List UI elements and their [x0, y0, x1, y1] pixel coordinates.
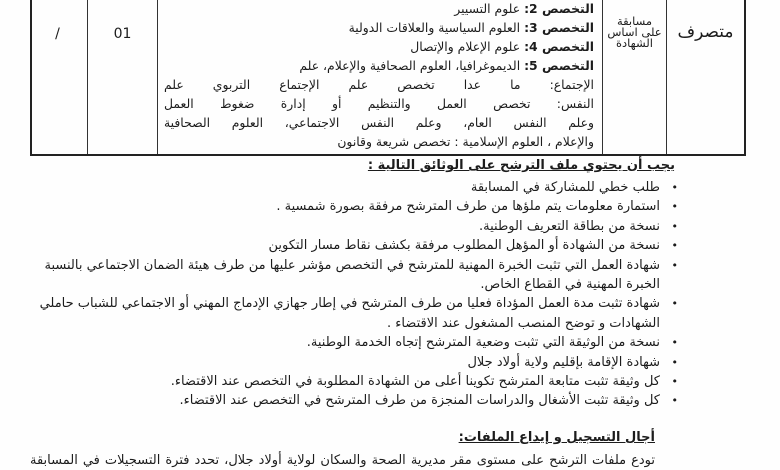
specialty-5: التخصص 5: الديموغرافيا، العلوم الصحافية والإعلام، علم — [299, 58, 594, 73]
list-item: • نسخة من الشهادة أو المؤهل المطلوب مرفقة بكشف نقاط مسار التكوين — [30, 236, 682, 255]
positions-count-cell — [87, 0, 157, 154]
list-item: • شهادة الإقامة بإقليم ولاية أولاد جلال — [30, 353, 682, 372]
positions-table — [30, 0, 746, 156]
list-item: • نسخة من بطاقة التعريف الوطنية. — [30, 217, 682, 236]
specialty-5-line: والإعلام ، العلوم الإسلامية : تخصص شريعة وقانون — [337, 134, 594, 149]
deposit-deadline-heading: أجال التسجيل و إيداع الملفات: — [458, 430, 655, 445]
list-item: • طلب خطي للمشاركة في المسابقة — [30, 178, 682, 197]
other-value: / — [55, 26, 60, 42]
bullet-icon: • — [671, 239, 678, 253]
list-item: • شهادة العمل التي تثبت الخبرة المهنية للمترشح في التخصص مؤشر عليها من طرف هيئة الضمان الاجتماعي بالنسبة الخبرة المهنية في القطاع الخاص. — [44, 257, 678, 293]
specialty-5-line: وعلم النفس العام، وعلم النفس الاجتماعي، العلوم الصحافية — [164, 115, 594, 130]
recruitment-mode: مسابقة على اساس الشهادة — [607, 14, 662, 50]
specialty-5-line: النفس: تخصص العمل والتنظيم أو إدارة ضغوط العمل — [164, 96, 594, 111]
specialties-list — [164, 0, 594, 151]
list-item: • استمارة معلومات يتم ملؤها من طرف المترشح مرفقة بصورة شمسية . — [30, 197, 682, 216]
positions-count: 01 — [113, 26, 132, 42]
grade-cell — [666, 0, 744, 154]
bullet-icon: • — [671, 181, 678, 194]
bullet-icon: • — [671, 219, 678, 233]
required-documents-heading: يجب أن يحتوي ملف الترشح على الوثائق التالية : — [367, 158, 675, 173]
recruitment-mode-cell — [602, 0, 666, 154]
grade-name: متصرف — [677, 22, 734, 42]
bullet-icon: • — [671, 355, 678, 369]
deposit-instructions: تودع ملفات الترشح على مستوى مقر مديرية الصحة والسكان لولاية أولاد جلال، تحدد فترة التسجيلات في المسابقة — [30, 453, 655, 468]
list-item: • شهادة تثبت مدة العمل المؤداة فعليا من طرف المترشح في إطار جهازي الإدماج المهني أو الاجتماعي للشباب حاملي الشهادات و توضح المنصب المشغول عند الاقتضاء . — [39, 296, 678, 331]
specialty-3: التخصص 3: العلوم السياسية والعلاقات الدولية — [348, 20, 594, 35]
bullet-icon: • — [671, 200, 678, 214]
bullet-icon: • — [671, 297, 678, 311]
required-documents-list — [30, 178, 682, 411]
other-cell — [28, 0, 87, 154]
specialty-2: التخصص 2: علوم التسيير — [454, 1, 594, 16]
list-item: • كل وثيقة تثبت الأشغال والدراسات المنجزة من طرف المترشح في التخصص عند الاقتضاء. — [30, 391, 682, 410]
specialties-cell — [157, 0, 602, 154]
specialty-4: التخصص 4: علوم الإعلام والإتصال — [410, 39, 594, 54]
bullet-icon: • — [671, 336, 678, 350]
list-item: • كل وثيقة تثبت متابعة المترشح تكوينا أعلى من الشهادة المطلوبة في التخصص عند الاقتضاء. — [30, 372, 682, 391]
bullet-icon: • — [671, 258, 678, 272]
list-item: • نسخة من الوثيقة التي تثبت وضعية المترشح إتجاه الخدمة الوطنية. — [30, 333, 682, 352]
bullet-icon: • — [671, 394, 678, 408]
specialty-5-line: الإجتماع: ما عدا تخصص علم الإجتماع التربوي علم — [164, 77, 594, 92]
bullet-icon: • — [671, 375, 678, 389]
